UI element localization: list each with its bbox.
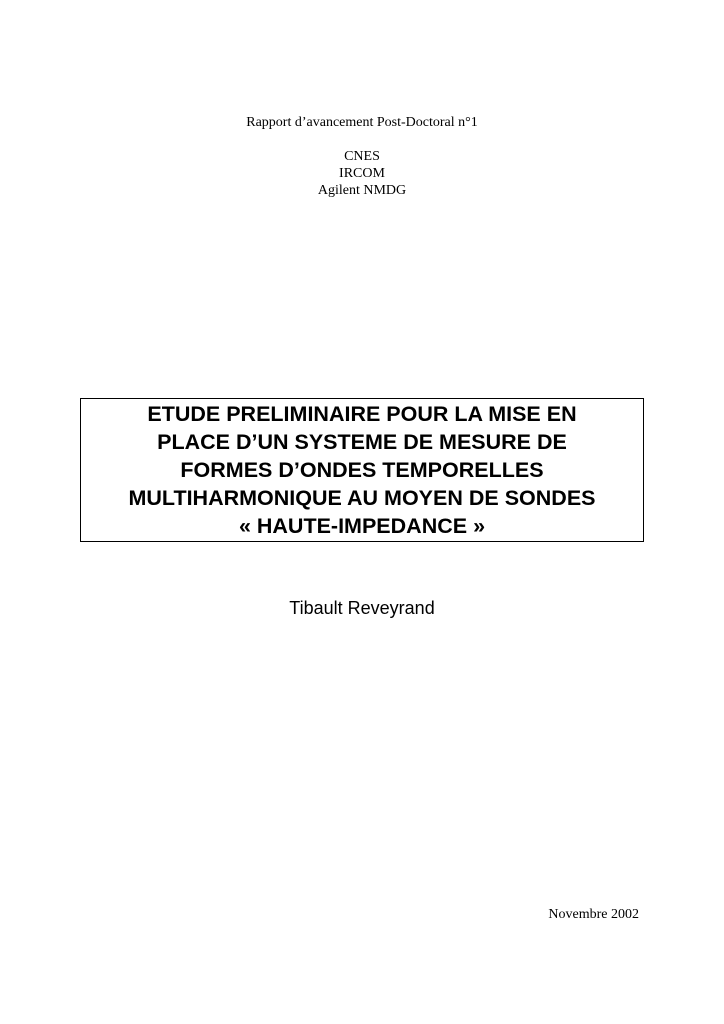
report-header bbox=[0, 114, 724, 199]
document-title bbox=[124, 400, 599, 540]
organization-ircom: IRCOM bbox=[339, 166, 385, 181]
title-line: ETUDE PRELIMINAIRE POUR LA MISE EN bbox=[147, 402, 577, 426]
report-title: Rapport d’avancement Post-Doctoral n°1 bbox=[246, 115, 478, 130]
title-line: MULTIHARMONIQUE AU MOYEN DE SONDES bbox=[128, 486, 596, 510]
title-line: PLACE D’UN SYSTEME DE MESURE DE bbox=[157, 430, 567, 454]
title-line: « HAUTE-IMPEDANCE » bbox=[238, 514, 486, 538]
organization-cnes: CNES bbox=[344, 149, 380, 164]
publication-date: Novembre 2002 bbox=[548, 907, 639, 922]
title-line: FORMES D’ONDES TEMPORELLES bbox=[180, 458, 544, 482]
author-name: Tibault Reveyrand bbox=[289, 598, 435, 618]
organizations-list bbox=[0, 148, 724, 199]
organization-agilent-nmdg: Agilent NMDG bbox=[317, 183, 407, 198]
document-title-box bbox=[80, 398, 644, 542]
